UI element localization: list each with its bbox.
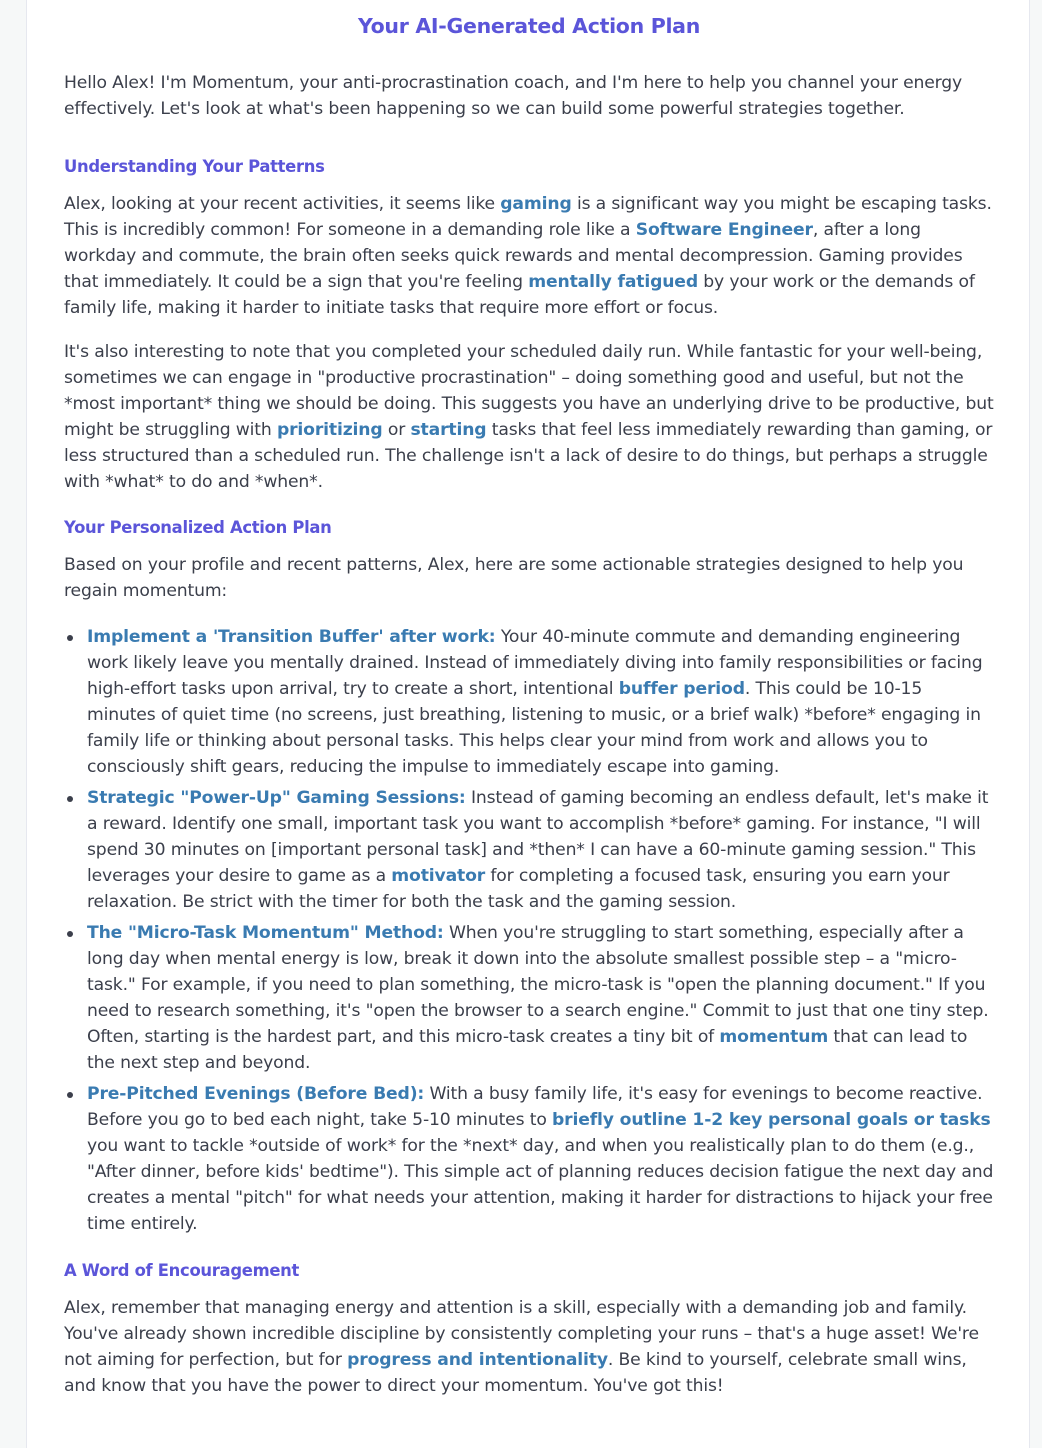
bullet-icon	[67, 1092, 73, 1098]
text-span: , after a long workday and commute, the brain often seeks quick rewards and mental decompression. Gaming provides that immediately. It could be a sign that you're feeling	[64, 220, 963, 292]
strategy-title: Implement a 'Transition Buffer' after work:	[87, 627, 496, 647]
strategy-item-power-up-gaming	[87, 785, 994, 915]
highlight-motivator: motivator	[391, 866, 486, 886]
section-heading-encouragement: A Word of Encouragement	[64, 1261, 300, 1280]
action-plan-content	[64, 0, 994, 1399]
text-span: or	[382, 420, 411, 440]
text-span: . Be kind to yourself, celebrate small wins, and know that you have the power to direct your momentum. You've got this!	[64, 1350, 967, 1396]
highlight-gaming: gaming	[500, 194, 572, 214]
action-plan-card	[26, 0, 1030, 1448]
highlight-mentally-fatigued: mentally fatigued	[528, 272, 698, 292]
bullet-icon	[67, 635, 73, 641]
text-span: It's also interesting to note that you completed your scheduled daily run. While fantastic for your well-being, sometimes we can engage in "productive procrastination" – doing something good and useful, but not the *most important* thing we should be doing. This suggests you have an underlying drive to be productive, but might be struggling with	[64, 342, 994, 440]
intro-paragraph: Hello Alex! I'm Momentum, your anti-procrastination coach, and I'm here to help you channel your energy effectively. Let's look at what's been happening so we can build some powerful strategies together.	[64, 73, 963, 119]
patterns-paragraph-1	[64, 191, 994, 321]
highlight-starting: starting	[410, 420, 487, 440]
text-span: Alex, remember that managing energy and attention is a skill, especially with a demanding job and family. You've already shown incredible discipline by consistently completing your runs – that's a huge asset! We're not aiming for perfection, but for	[64, 1298, 979, 1370]
text-span: you want to tackle *outside of work* for the *next* day, and when you realistically plan to do them (e.g., "After dinner, before kids' bedtime"). This simple act of planning reduces decision fatigue the next day and creates a mental "pitch" for what needs your attention, making it harder for distractions to hijack your free time entirely.	[87, 1136, 994, 1234]
strategy-item-pre-pitched-evenings	[87, 1081, 994, 1237]
text-span: Alex, looking at your recent activities, it seems like	[64, 194, 501, 214]
text-span: Your 40-minute commute and demanding engineering work likely leave you mentally drained. Instead of immediately diving into family responsibilities or facing high-effort tasks upon arrival, try to create a short, intentional	[87, 627, 983, 699]
text-span: tasks that feel less immediately rewarding than gaming, or less structured than a scheduled run. The challenge isn't a lack of desire to do things, but perhaps a struggle with *what* to do and *when*.	[64, 420, 993, 492]
strategy-title: Pre-Pitched Evenings (Before Bed):	[87, 1084, 425, 1104]
section-heading-action-plan: Your Personalized Action Plan	[64, 518, 332, 537]
highlight-momentum: momentum	[719, 1027, 829, 1047]
text-span: With a busy family life, it's easy for evenings to become reactive. Before you go to bed each night, take 5-10 minutes to	[87, 1084, 983, 1130]
plan-intro-paragraph: Based on your profile and recent patterns, Alex, here are some actionable strategies designed to help you regain momentum:	[64, 555, 964, 601]
highlight-outline-goals: briefly outline 1-2 key personal goals or tasks	[552, 1110, 991, 1130]
text-span: for completing a focused task, ensuring you earn your relaxation. Be strict with the timer for both the task and the gaming session.	[87, 866, 950, 912]
bullet-icon	[67, 931, 73, 937]
strategy-title: Strategic "Power-Up" Gaming Sessions:	[87, 788, 466, 808]
text-span: that can lead to the next step and beyond.	[87, 1027, 968, 1073]
text-span: . This could be 10-15 minutes of quiet time (no screens, just breathing, listening to music, or a brief walk) *before* engaging in family life or thinking about personal tasks. This helps clear your mind from work and allows you to consciously shift gears, reducing the impulse to immediately escape into gaming.	[87, 679, 981, 777]
section-heading-patterns: Understanding Your Patterns	[64, 157, 325, 176]
page-title: Your AI-Generated Action Plan	[357, 14, 700, 38]
text-span: When you're struggling to start something, especially after a long day when mental energy is low, break it down into the absolute smallest possible step – a "micro-task." For example, if you need to plan something, the micro-task is "open the planning document." If you need to research something, it's "open the browser to a search engine." Commit to just that one tiny step. Often, starting is the hardest part, and this micro-task creates a tiny bit of	[87, 923, 989, 1047]
strategy-list	[64, 624, 994, 1237]
strategy-item-transition-buffer	[87, 624, 994, 780]
strategy-item-micro-task	[87, 920, 994, 1076]
highlight-buffer-period: buffer period	[618, 679, 745, 699]
bullet-icon	[67, 796, 73, 802]
highlight-progress-intentionality: progress and intentionality	[347, 1350, 608, 1370]
text-span: by your work or the demands of family life, making it harder to initiate tasks that require more effort or focus.	[64, 272, 975, 318]
highlight-prioritizing: prioritizing	[276, 420, 383, 440]
highlight-software-engineer: Software Engineer	[635, 220, 813, 240]
text-span: Instead of gaming becoming an endless default, let's make it a reward. Identify one small, important task you want to accomplish *before* gaming. For instance, "I will spend 30 minutes on [important personal task] and *then* I can have a 60-minute gaming session." This leverages your desire to game as a	[87, 788, 989, 886]
text-span: is a significant way you might be escaping tasks. This is incredibly common! For someone in a demanding role like a	[64, 194, 992, 240]
patterns-paragraph-2	[64, 339, 994, 495]
strategy-title: The "Micro-Task Momentum" Method:	[87, 923, 444, 943]
encouragement-paragraph	[64, 1295, 994, 1399]
